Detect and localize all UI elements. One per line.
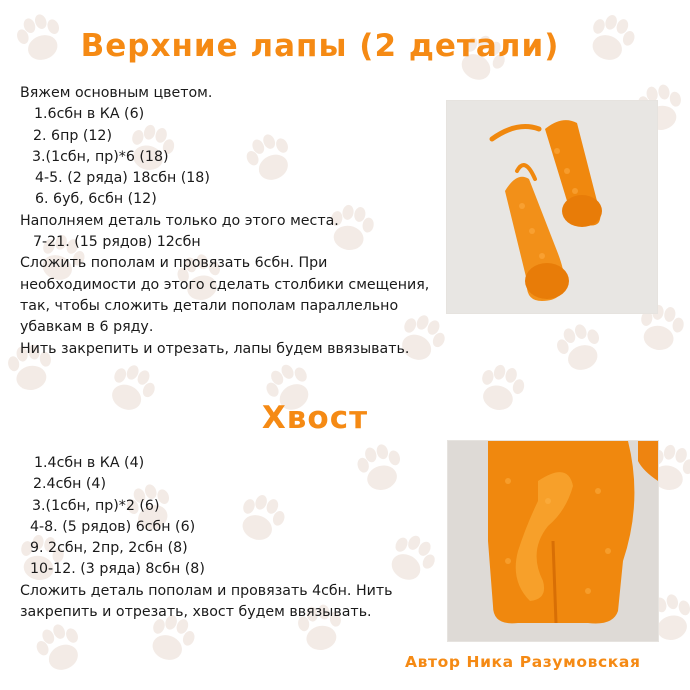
tail-photo: [447, 440, 659, 642]
crochet-paws-image: [447, 101, 657, 313]
section-title-upper-paws: Верхние лапы (2 детали): [80, 28, 560, 64]
instruction-line: 4-8. (5 рядов) 6сбн (6): [30, 518, 196, 535]
upper-paws-instructions: [20, 83, 450, 360]
instruction-line: Сложить деталь пополам и провязать 4сбн. Нить: [20, 582, 393, 599]
instruction-line: 10-12. (3 ряда) 8сбн (8): [30, 561, 205, 578]
author-credit: Автор Ника Разумовская: [405, 653, 641, 671]
instruction-line: 1.6сбн в КА (6): [34, 106, 145, 123]
instruction-line: 6. 6уб, 6сбн (12): [35, 191, 157, 208]
instruction-line: 2. 6пр (12): [33, 127, 112, 144]
instruction-line: 2.4сбн (4): [33, 476, 106, 493]
instruction-line: убавкам в 6 ряду.: [20, 319, 154, 336]
section-title-tail: Хвост: [261, 400, 369, 436]
upper-paws-photo: [446, 100, 658, 314]
instruction-line: закрепить и отрезать, хвост будем ввязывать.: [20, 604, 372, 621]
instruction-line: Вяжем основным цветом.: [20, 85, 213, 101]
instruction-line: 3.(1сбн, пр)*2 (6): [32, 497, 160, 514]
instruction-line: 9. 2сбн, 2пр, 2сбн (8): [30, 540, 188, 557]
instruction-line: Сложить пополам и провязать 6сбн. При: [20, 255, 328, 272]
instruction-line: 7-21. (15 рядов) 12сбн: [33, 234, 201, 251]
instruction-line: Наполняем деталь только до этого места.: [20, 212, 339, 229]
instruction-line: 1.4сбн в КА (4): [34, 455, 145, 471]
tail-instructions: [20, 453, 440, 623]
crochet-tail-image: [448, 441, 658, 641]
instruction-line: так, чтобы сложить детали пополам параллельно: [20, 297, 399, 314]
instruction-line: Нить закрепить и отрезать, лапы будем ввязывать.: [20, 340, 410, 357]
instruction-line: необходимости до этого сделать столбики смещения,: [20, 276, 430, 293]
instruction-line: 4-5. (2 ряда) 18сбн (18): [35, 170, 210, 187]
instruction-line: 3.(1сбн, пр)*6 (18): [32, 148, 169, 165]
